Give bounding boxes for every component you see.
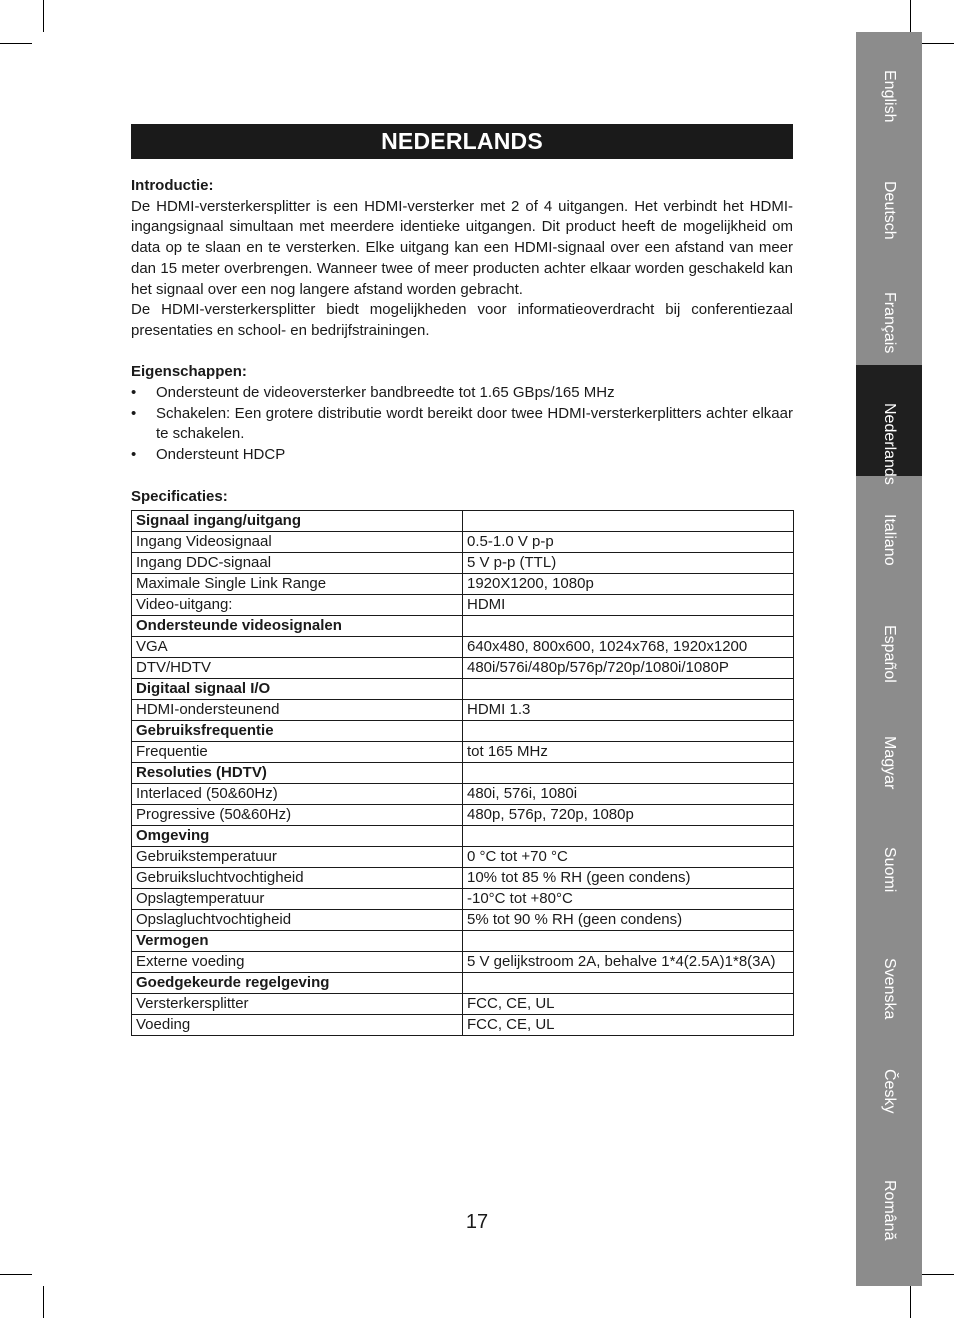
spec-label: Goedgekeurde regelgeving: [132, 973, 463, 994]
spec-label: Video-uitgang:: [132, 595, 463, 616]
spec-value: [463, 931, 794, 952]
language-tab-strip: [856, 32, 922, 1286]
crop-mark: [910, 0, 911, 32]
spec-value: [463, 511, 794, 532]
table-section-row: [132, 721, 794, 742]
spec-value: 0.5-1.0 V p-p: [463, 532, 794, 553]
spec-label: VGA: [132, 637, 463, 658]
spec-value: [463, 826, 794, 847]
intro-paragraph: De HDMI-versterkersplitter is een HDMI-versterker met 2 of 4 uitgangen. Het verbindt het HDMI-ingangsignaal simultaan met meerdere identieke uitgangen. Dit product heeft de mogelijkheid om data op te slaan en te versterken. Elke uitgang kan een HDMI-signaal over een afstand van meer dan 15 meter overbrengen. Wanneer twee of meer producten achter elkaar worden geschakeld kan het signaal over een nog langere afstand worden gebracht.: [131, 197, 793, 298]
bullet-icon: •: [131, 384, 137, 402]
spec-label: Progressive (50&60Hz): [132, 805, 463, 826]
page-number: 17: [465, 1211, 489, 1233]
spec-value: -10°C tot +80°C: [463, 889, 794, 910]
spec-value: [463, 721, 794, 742]
table-section-row: [132, 826, 794, 847]
language-tab-label: Italiano: [881, 514, 898, 566]
page-title-text: NEDERLANDS: [381, 128, 543, 154]
table-row: [132, 847, 794, 868]
table-row: [132, 700, 794, 721]
spec-value: HDMI 1.3: [463, 700, 794, 721]
spec-value: 0 °C tot +70 °C: [463, 847, 794, 868]
spec-value: 5 V p-p (TTL): [463, 553, 794, 574]
spec-value: [463, 616, 794, 637]
crop-mark: [0, 1274, 32, 1275]
language-tab-label: Nederlands: [881, 403, 898, 485]
language-tab-label: English: [881, 70, 898, 123]
bullet-icon: •: [131, 404, 137, 422]
spec-label: Opslagluchtvochtigheid: [132, 910, 463, 931]
language-tab-4: [856, 365, 922, 485]
table-section-row: [132, 511, 794, 532]
spec-label: DTV/HDTV: [132, 658, 463, 679]
spec-value: [463, 763, 794, 784]
spec-value: tot 165 MHz: [463, 742, 794, 763]
table-section-row: [132, 616, 794, 637]
table-row: [132, 889, 794, 910]
spec-value: 640x480, 800x600, 1024x768, 1920x1200: [463, 637, 794, 658]
language-tab-9: [856, 920, 922, 1031]
spec-value: 5 V gelijkstroom 2A, behalve 1*4(2.5A)1*8(3A): [463, 952, 794, 973]
feature-item: [131, 445, 793, 466]
spec-value: [463, 679, 794, 700]
language-tab-label: Svenska: [881, 958, 898, 1020]
spec-label: Interlaced (50&60Hz): [132, 784, 463, 805]
crop-mark: [922, 43, 954, 44]
table-section-row: [132, 931, 794, 952]
crop-mark: [922, 1274, 954, 1275]
spec-label: Resoluties (HDTV): [132, 763, 463, 784]
table-row: [132, 574, 794, 595]
spec-label: Voeding: [132, 1015, 463, 1036]
table-row: [132, 952, 794, 973]
spec-value: 480i, 576i, 1080i: [463, 784, 794, 805]
spec-value: 1920X1200, 1080p: [463, 574, 794, 595]
intro-heading: Introductie:: [131, 177, 214, 194]
table-row: [132, 784, 794, 805]
table-row: [132, 1015, 794, 1036]
table-row: [132, 742, 794, 763]
spec-label: Omgeving: [132, 826, 463, 847]
page-title: [131, 124, 793, 159]
table-section-row: [132, 679, 794, 700]
language-tab-1: [856, 32, 922, 143]
table-section-row: [132, 973, 794, 994]
crop-mark: [43, 1286, 44, 1318]
spec-label: Signaal ingang/uitgang: [132, 511, 463, 532]
language-tab-8: [856, 809, 922, 920]
spec-label: Ondersteunde videosignalen: [132, 616, 463, 637]
crop-mark: [0, 43, 32, 44]
spec-label: Digitaal signaal I/O: [132, 679, 463, 700]
features-heading: Eigenschappen:: [131, 363, 247, 381]
feature-item: [131, 383, 793, 404]
language-tab-3: [856, 254, 922, 365]
spec-label: Versterkersplitter: [132, 994, 463, 1015]
specs-heading: Specificaties:: [131, 487, 228, 505]
spec-value: FCC, CE, UL: [463, 994, 794, 1015]
spec-label: HDMI-ondersteunend: [132, 700, 463, 721]
spec-value: [463, 973, 794, 994]
language-tab-11: [856, 1142, 922, 1253]
specifications-table: [131, 510, 794, 1036]
spec-label: Ingang DDC-signaal: [132, 553, 463, 574]
spec-label: Opslagtemperatuur: [132, 889, 463, 910]
spec-label: Gebruiksluchtvochtigheid: [132, 868, 463, 889]
table-row: [132, 532, 794, 553]
table-row: [132, 658, 794, 679]
language-tab-label: Français: [881, 292, 898, 354]
table-row: [132, 910, 794, 931]
spec-label: Vermogen: [132, 931, 463, 952]
spec-label: Maximale Single Link Range: [132, 574, 463, 595]
language-tab-label: Română: [881, 1180, 898, 1241]
page-content: [131, 176, 793, 507]
spec-value: FCC, CE, UL: [463, 1015, 794, 1036]
spec-label: Gebruiksfrequentie: [132, 721, 463, 742]
crop-mark: [910, 1286, 911, 1318]
table-row: [132, 805, 794, 826]
spec-value: 10% tot 85 % RH (geen condens): [463, 868, 794, 889]
table-section-row: [132, 763, 794, 784]
spec-label: Frequentie: [132, 742, 463, 763]
spec-value: 480i/576i/480p/576p/720p/1080i/1080P: [463, 658, 794, 679]
spec-label: Ingang Videosignaal: [132, 532, 463, 553]
language-tab-label: Suomi: [881, 847, 898, 893]
spec-label: Gebruikstemperatuur: [132, 847, 463, 868]
spec-value: 5% tot 90 % RH (geen condens): [463, 910, 794, 931]
spec-value: 480p, 576p, 720p, 1080p: [463, 805, 794, 826]
feature-text: Ondersteunt HDCP: [156, 446, 286, 464]
bullet-icon: •: [131, 446, 137, 464]
intro-paragraph: De HDMI-versterkersplitter biedt mogelijkheden voor informatieoverdracht bij conferentiezaal presentaties en school- en bedrijfstrainingen.: [131, 301, 793, 339]
feature-text: Ondersteunt de videoversterker bandbreedte tot 1.65 GBps/165 MHz: [156, 384, 615, 402]
table-row: [132, 868, 794, 889]
language-tab-5: [856, 476, 922, 587]
crop-mark: [43, 0, 44, 32]
feature-item: [131, 404, 793, 445]
language-tab-10: [856, 1031, 922, 1142]
spec-value: HDMI: [463, 595, 794, 616]
table-row: [132, 595, 794, 616]
language-tab-6: [856, 587, 922, 698]
table-row: [132, 994, 794, 1015]
language-tab-2: [856, 143, 922, 254]
table-row: [132, 637, 794, 658]
table-row: [132, 553, 794, 574]
language-tab-7: [856, 698, 922, 809]
spec-label: Externe voeding: [132, 952, 463, 973]
language-tab-label: Español: [881, 625, 898, 683]
language-tab-label: Deutsch: [881, 181, 898, 240]
language-tab-label: Magyar: [881, 736, 898, 790]
feature-text: Schakelen: Een grotere distributie wordt bereikt door twee HDMI-versterkerplitters achter elkaar te schakelen.: [156, 404, 793, 443]
language-tab-label: Česky: [881, 1069, 898, 1114]
features-list: [131, 383, 793, 466]
